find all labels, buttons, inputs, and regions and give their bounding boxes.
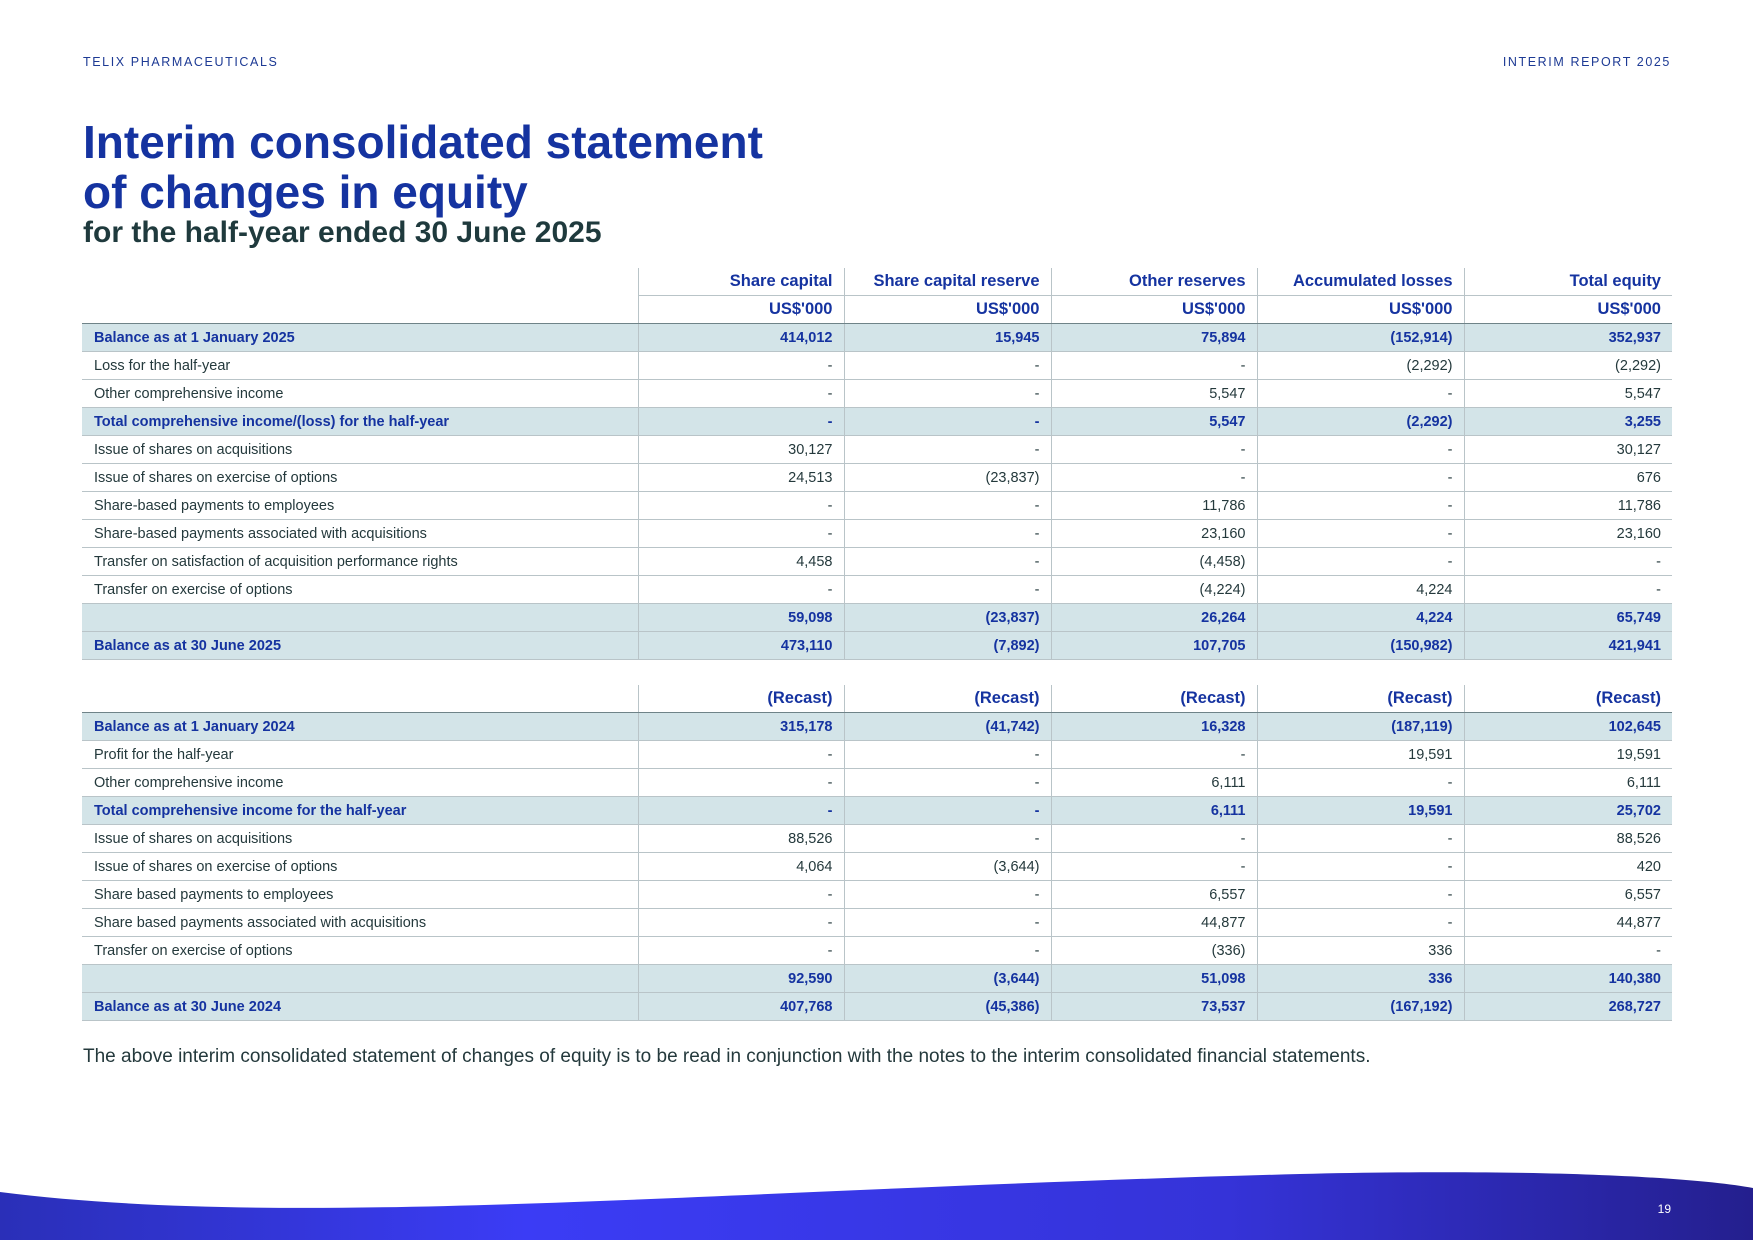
cell-accumulated-losses: - <box>1257 548 1464 576</box>
row-label: Profit for the half-year <box>82 741 638 769</box>
cell-accumulated-losses: (187,119) <box>1257 713 1464 741</box>
cell-other-reserves: - <box>1051 352 1257 380</box>
cell-share-capital-reserve: - <box>844 436 1051 464</box>
cell-accumulated-losses: (2,292) <box>1257 352 1464 380</box>
cell-share-capital-reserve: - <box>844 380 1051 408</box>
cell-accumulated-losses: (2,292) <box>1257 408 1464 436</box>
recast-header-row <box>82 685 1672 713</box>
col-accumulated-losses: Accumulated losses <box>1257 268 1464 296</box>
row-label: Share based payments to employees <box>82 881 638 909</box>
row-label: Transfer on exercise of options <box>82 937 638 965</box>
col-share-capital-reserve: Share capital reserve <box>844 268 1051 296</box>
row-label: Balance as at 30 June 2025 <box>82 632 638 660</box>
cell-other-reserves: (4,224) <box>1051 576 1257 604</box>
page-title-line-1: Interim consolidated statement <box>83 116 763 168</box>
cell-accumulated-losses: (167,192) <box>1257 993 1464 1021</box>
col-recast: (Recast) <box>1257 685 1464 713</box>
cell-other-reserves: 75,894 <box>1051 324 1257 352</box>
cell-share-capital-reserve: (23,837) <box>844 604 1051 632</box>
col-recast: (Recast) <box>1051 685 1257 713</box>
row-label: Transfer on satisfaction of acquisition performance rights <box>82 548 638 576</box>
col-recast: (Recast) <box>638 685 844 713</box>
cell-share-capital-reserve: - <box>844 352 1051 380</box>
cell-share-capital: - <box>638 741 844 769</box>
table-row <box>82 741 1672 769</box>
row-label: Balance as at 30 June 2024 <box>82 993 638 1021</box>
cell-accumulated-losses: - <box>1257 380 1464 408</box>
cell-other-reserves: 5,547 <box>1051 380 1257 408</box>
cell-other-reserves: 107,705 <box>1051 632 1257 660</box>
page-subtitle: for the half-year ended 30 June 2025 <box>83 216 602 249</box>
cell-share-capital: 473,110 <box>638 632 844 660</box>
page-number: 19 <box>1657 1202 1671 1216</box>
cell-other-reserves: - <box>1051 825 1257 853</box>
table-row <box>82 548 1672 576</box>
cell-other-reserves: 51,098 <box>1051 965 1257 993</box>
table-row <box>82 797 1672 825</box>
cell-share-capital: - <box>638 380 844 408</box>
cell-share-capital: 407,768 <box>638 993 844 1021</box>
cell-other-reserves: - <box>1051 741 1257 769</box>
cell-share-capital-reserve: - <box>844 576 1051 604</box>
cell-share-capital: - <box>638 520 844 548</box>
cell-share-capital: 59,098 <box>638 604 844 632</box>
row-label: Issue of shares on acquisitions <box>82 825 638 853</box>
company-name: TELIX PHARMACEUTICALS <box>83 55 279 69</box>
cell-total-equity: 23,160 <box>1464 520 1672 548</box>
cell-share-capital: - <box>638 937 844 965</box>
table-row <box>82 352 1672 380</box>
table-row <box>82 937 1672 965</box>
footer-wave <box>0 1160 1753 1240</box>
report-name: INTERIM REPORT 2025 <box>1502 55 1671 69</box>
cell-other-reserves: 11,786 <box>1051 492 1257 520</box>
row-label: Issue of shares on exercise of options <box>82 464 638 492</box>
cell-accumulated-losses: - <box>1257 464 1464 492</box>
cell-total-equity: 25,702 <box>1464 797 1672 825</box>
column-names-row <box>82 268 1672 296</box>
cell-total-equity: 65,749 <box>1464 604 1672 632</box>
cell-accumulated-losses: 4,224 <box>1257 604 1464 632</box>
cell-other-reserves: 26,264 <box>1051 604 1257 632</box>
cell-share-capital-reserve: (7,892) <box>844 632 1051 660</box>
cell-total-equity: 88,526 <box>1464 825 1672 853</box>
cell-other-reserves: 6,111 <box>1051 769 1257 797</box>
row-label: Total comprehensive income/(loss) for the half-year <box>82 408 638 436</box>
cell-share-capital-reserve: - <box>844 548 1051 576</box>
col-unit: US$'000 <box>844 296 1051 324</box>
cell-total-equity: 6,557 <box>1464 881 1672 909</box>
table-row <box>82 436 1672 464</box>
cell-share-capital: - <box>638 408 844 436</box>
row-label: Issue of shares on exercise of options <box>82 853 638 881</box>
col-other-reserves: Other reserves <box>1051 268 1257 296</box>
row-label: Other comprehensive income <box>82 769 638 797</box>
cell-other-reserves: - <box>1051 436 1257 464</box>
cell-total-equity: 19,591 <box>1464 741 1672 769</box>
table-row <box>82 853 1672 881</box>
blank-header-cell <box>82 268 638 296</box>
column-units-row <box>82 296 1672 324</box>
cell-accumulated-losses: 19,591 <box>1257 797 1464 825</box>
cell-total-equity: 352,937 <box>1464 324 1672 352</box>
row-label <box>82 604 638 632</box>
table-row <box>82 408 1672 436</box>
cell-share-capital-reserve: - <box>844 881 1051 909</box>
row-label: Balance as at 1 January 2024 <box>82 713 638 741</box>
cell-accumulated-losses: 336 <box>1257 965 1464 993</box>
blank-header-cell <box>82 685 638 713</box>
row-label: Loss for the half-year <box>82 352 638 380</box>
cell-total-equity: - <box>1464 576 1672 604</box>
cell-share-capital: - <box>638 769 844 797</box>
cell-share-capital: - <box>638 881 844 909</box>
row-label <box>82 965 638 993</box>
cell-share-capital-reserve: - <box>844 825 1051 853</box>
table-row <box>82 713 1672 741</box>
cell-other-reserves: 73,537 <box>1051 993 1257 1021</box>
cell-share-capital: 30,127 <box>638 436 844 464</box>
cell-share-capital-reserve: (41,742) <box>844 713 1051 741</box>
cell-share-capital-reserve: 15,945 <box>844 324 1051 352</box>
cell-share-capital: - <box>638 576 844 604</box>
cell-other-reserves: 23,160 <box>1051 520 1257 548</box>
cell-other-reserves: 5,547 <box>1051 408 1257 436</box>
cell-total-equity: 268,727 <box>1464 993 1672 1021</box>
cell-accumulated-losses: - <box>1257 825 1464 853</box>
cell-share-capital-reserve: - <box>844 797 1051 825</box>
cell-share-capital: - <box>638 492 844 520</box>
cell-accumulated-losses: - <box>1257 520 1464 548</box>
equity-table-2024 <box>82 685 1672 1021</box>
col-unit: US$'000 <box>638 296 844 324</box>
cell-total-equity: 140,380 <box>1464 965 1672 993</box>
cell-share-capital-reserve: (3,644) <box>844 853 1051 881</box>
cell-other-reserves: 6,557 <box>1051 881 1257 909</box>
table-row <box>82 324 1672 352</box>
cell-accumulated-losses: - <box>1257 436 1464 464</box>
cell-total-equity: 11,786 <box>1464 492 1672 520</box>
cell-share-capital: 315,178 <box>638 713 844 741</box>
col-recast: (Recast) <box>844 685 1051 713</box>
cell-other-reserves: - <box>1051 464 1257 492</box>
cell-accumulated-losses: 19,591 <box>1257 741 1464 769</box>
cell-total-equity: 102,645 <box>1464 713 1672 741</box>
col-recast: (Recast) <box>1464 685 1672 713</box>
cell-share-capital: - <box>638 909 844 937</box>
cell-accumulated-losses: - <box>1257 881 1464 909</box>
footnote: The above interim consolidated statement of changes of equity is to be read in conjunction with the notes to the interim consolidated financial statements. <box>83 1046 1371 1067</box>
cell-share-capital-reserve: (45,386) <box>844 993 1051 1021</box>
cell-share-capital: 4,458 <box>638 548 844 576</box>
cell-accumulated-losses: (152,914) <box>1257 324 1464 352</box>
row-label: Other comprehensive income <box>82 380 638 408</box>
cell-share-capital-reserve: - <box>844 741 1051 769</box>
cell-share-capital: 88,526 <box>638 825 844 853</box>
cell-other-reserves: 44,877 <box>1051 909 1257 937</box>
row-label: Share-based payments to employees <box>82 492 638 520</box>
table-row <box>82 965 1672 993</box>
cell-total-equity: 676 <box>1464 464 1672 492</box>
row-label: Share based payments associated with acquisitions <box>82 909 638 937</box>
cell-share-capital-reserve: - <box>844 937 1051 965</box>
cell-total-equity: 3,255 <box>1464 408 1672 436</box>
cell-share-capital: - <box>638 352 844 380</box>
cell-accumulated-losses: - <box>1257 492 1464 520</box>
cell-total-equity: 5,547 <box>1464 380 1672 408</box>
equity-table-2025 <box>82 268 1672 660</box>
cell-accumulated-losses: - <box>1257 769 1464 797</box>
table-row <box>82 492 1672 520</box>
cell-other-reserves: (4,458) <box>1051 548 1257 576</box>
equity-table-2025-body <box>82 324 1672 660</box>
page-title <box>83 117 763 217</box>
cell-share-capital-reserve: (3,644) <box>844 965 1051 993</box>
cell-accumulated-losses: - <box>1257 853 1464 881</box>
row-label: Issue of shares on acquisitions <box>82 436 638 464</box>
cell-other-reserves: 16,328 <box>1051 713 1257 741</box>
col-share-capital: Share capital <box>638 268 844 296</box>
cell-share-capital: 24,513 <box>638 464 844 492</box>
table-row <box>82 576 1672 604</box>
cell-total-equity: 420 <box>1464 853 1672 881</box>
cell-other-reserves: 6,111 <box>1051 797 1257 825</box>
row-label: Total comprehensive income for the half-year <box>82 797 638 825</box>
cell-other-reserves: (336) <box>1051 937 1257 965</box>
col-unit: US$'000 <box>1051 296 1257 324</box>
cell-total-equity: - <box>1464 548 1672 576</box>
cell-total-equity: 30,127 <box>1464 436 1672 464</box>
cell-total-equity: (2,292) <box>1464 352 1672 380</box>
cell-share-capital: 92,590 <box>638 965 844 993</box>
table-row <box>82 604 1672 632</box>
col-unit: US$'000 <box>1257 296 1464 324</box>
cell-total-equity: 421,941 <box>1464 632 1672 660</box>
table-row <box>82 464 1672 492</box>
cell-share-capital: 414,012 <box>638 324 844 352</box>
cell-share-capital-reserve: - <box>844 769 1051 797</box>
cell-share-capital-reserve: - <box>844 408 1051 436</box>
table-row <box>82 825 1672 853</box>
col-total-equity: Total equity <box>1464 268 1672 296</box>
cell-total-equity: - <box>1464 937 1672 965</box>
cell-total-equity: 6,111 <box>1464 769 1672 797</box>
cell-accumulated-losses: 336 <box>1257 937 1464 965</box>
equity-table-2024-body <box>82 713 1672 1021</box>
table-row <box>82 769 1672 797</box>
cell-share-capital-reserve: - <box>844 909 1051 937</box>
cell-total-equity: 44,877 <box>1464 909 1672 937</box>
page-title-line-2: of changes in equity <box>83 166 528 218</box>
cell-other-reserves: - <box>1051 853 1257 881</box>
cell-accumulated-losses: - <box>1257 909 1464 937</box>
cell-share-capital-reserve: - <box>844 520 1051 548</box>
cell-share-capital-reserve: - <box>844 492 1051 520</box>
table-row <box>82 632 1672 660</box>
cell-accumulated-losses: (150,982) <box>1257 632 1464 660</box>
cell-share-capital: 4,064 <box>638 853 844 881</box>
table-row <box>82 520 1672 548</box>
table-row <box>82 993 1672 1021</box>
blank-header-cell <box>82 296 638 324</box>
cell-share-capital: - <box>638 797 844 825</box>
table-row <box>82 881 1672 909</box>
row-label: Balance as at 1 January 2025 <box>82 324 638 352</box>
col-unit: US$'000 <box>1464 296 1672 324</box>
table-row <box>82 380 1672 408</box>
row-label: Transfer on exercise of options <box>82 576 638 604</box>
row-label: Share-based payments associated with acquisitions <box>82 520 638 548</box>
table-row <box>82 909 1672 937</box>
cell-accumulated-losses: 4,224 <box>1257 576 1464 604</box>
cell-share-capital-reserve: (23,837) <box>844 464 1051 492</box>
